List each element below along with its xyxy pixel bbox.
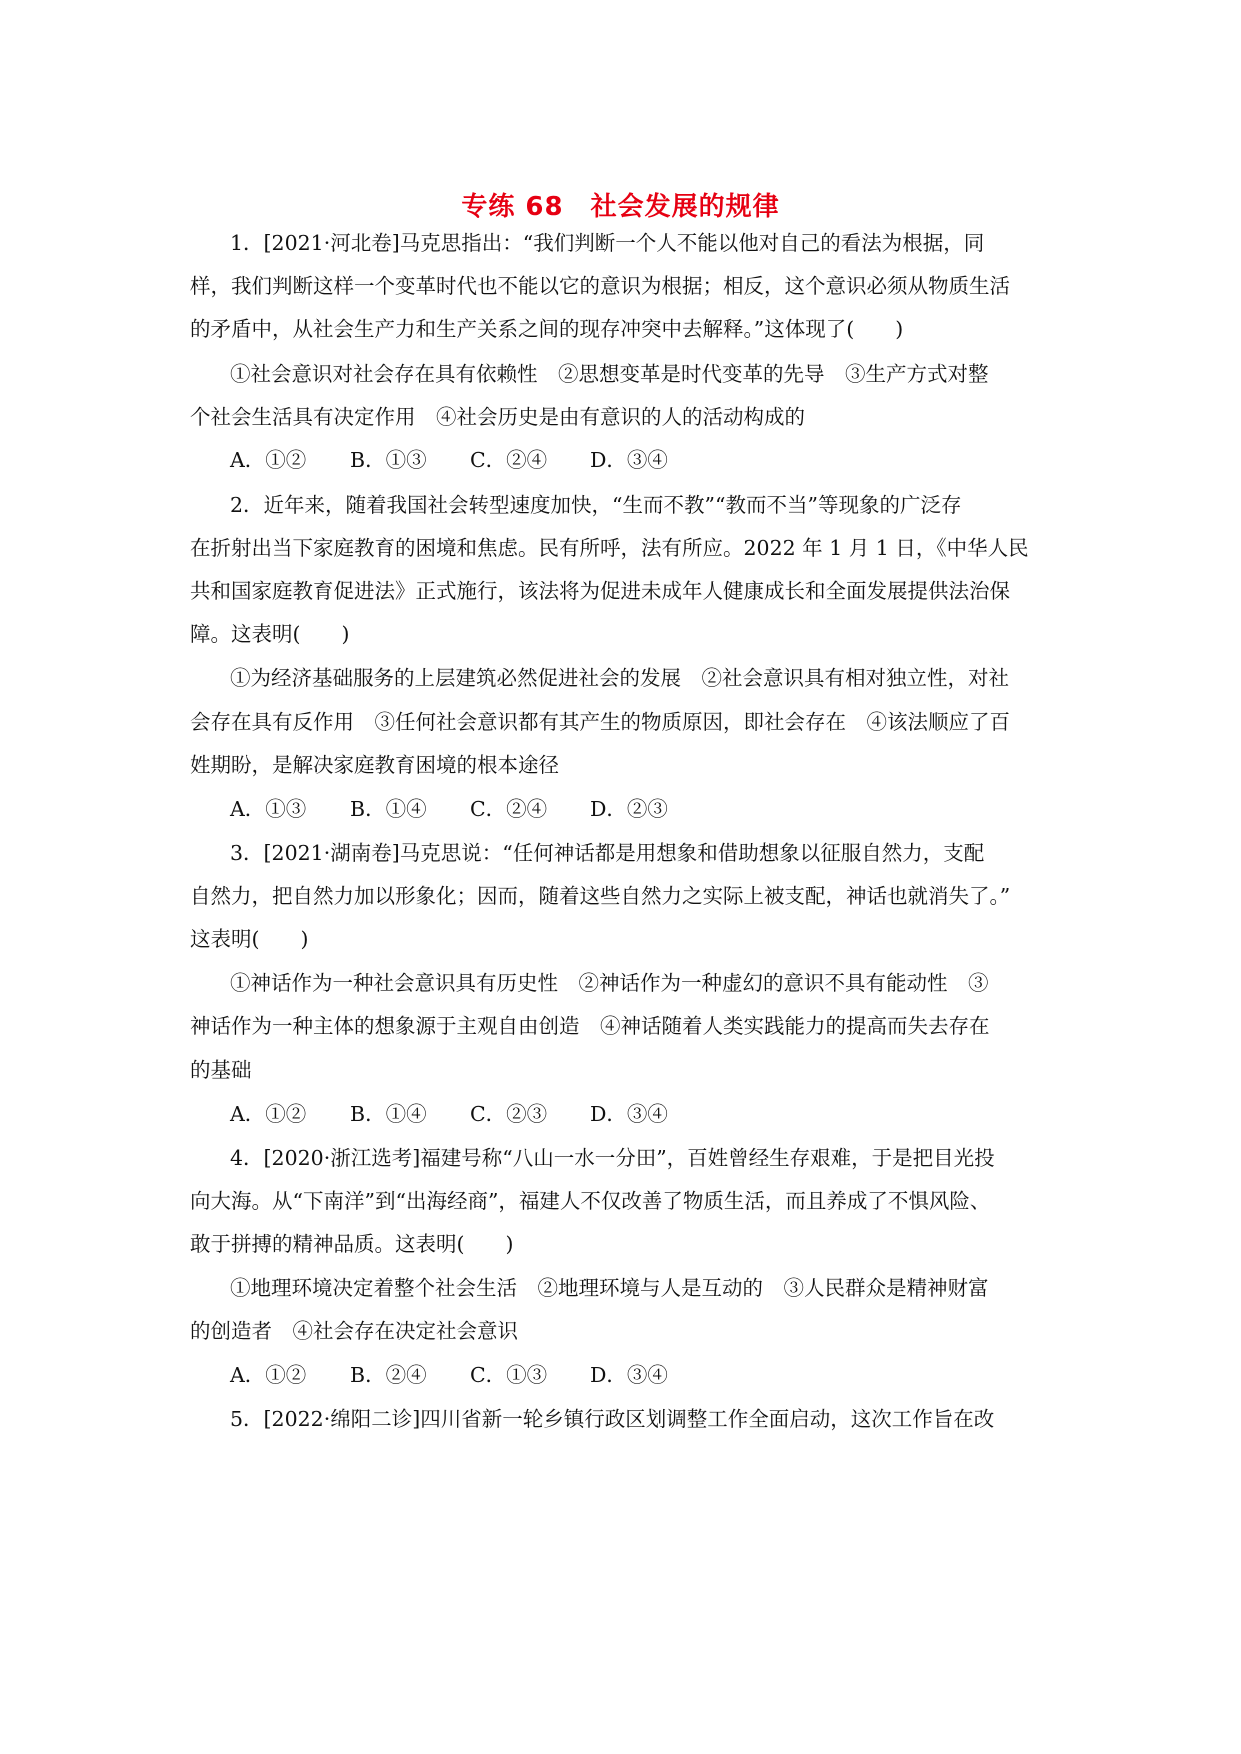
q4-statement-line-2: 的创造者 ④社会存在决定社会意识	[190, 1319, 518, 1343]
q4-option-c[interactable]: C．①③	[470, 1363, 548, 1387]
q1-option-c[interactable]: C．②④	[470, 448, 548, 472]
q3-stem-line-2: 自然力，把自然力加以形象化；因而，随着这些自然力之实际上被支配，神话也就消失了。”	[190, 884, 1011, 908]
q3-statement-line-3: 的基础	[190, 1058, 252, 1082]
q3-option-b[interactable]: B．①④	[350, 1102, 427, 1126]
q1-stem-line-3: 的矛盾中，从社会生产力和生产关系之间的现存冲突中去解释。”这体现了( )	[190, 317, 904, 341]
q3-stem-line-3: 这表明( )	[190, 927, 309, 951]
page-title: 专练 68 社会发展的规律	[461, 192, 780, 222]
q4-stem-line-2: 向大海。从“下南洋”到“出海经商”，福建人不仅改善了物质生活，而且养成了不惧风险、	[190, 1189, 991, 1213]
q2-statement-line-2: 会存在具有反作用 ③任何社会意识都有其产生的物质原因，即社会存在 ④该法顺应了百	[190, 710, 1010, 734]
q4-options	[230, 1361, 668, 1389]
q2-stem-line-1: 2．近年来，随着我国社会转型速度加快，“生而不教”“教而不当”等现象的广泛存	[230, 493, 962, 517]
q2-option-d[interactable]: D．②③	[590, 797, 668, 821]
q4-statement-line-1: ①地理环境决定着整个社会生活 ②地理环境与人是互动的 ③人民群众是精神财富	[230, 1276, 989, 1300]
q1-stem-line-1: 1．[2021·河北卷]马克思指出：“我们判断一个人不能以他对自己的看法为根据，同	[230, 231, 985, 255]
q2-statement-line-3: 姓期盼，是解决家庭教育困境的根本途径	[190, 753, 559, 777]
q3-option-c[interactable]: C．②③	[470, 1102, 548, 1126]
q4-option-a[interactable]: A．①②	[230, 1363, 307, 1387]
q1-option-b[interactable]: B．①③	[350, 448, 427, 472]
q2-stem-line-3: 共和国家庭教育促进法》正式施行，该法将为促进未成年人健康成长和全面发展提供法治保	[190, 579, 1010, 603]
q4-option-d[interactable]: D．③④	[590, 1363, 668, 1387]
q3-options	[230, 1100, 668, 1128]
q2-stem-line-2: 在折射出当下家庭教育的困境和焦虑。民有所呼，法有所应。2022 年 1 月 1 日，《中华人民	[190, 536, 1029, 560]
q2-option-c[interactable]: C．②④	[470, 797, 548, 821]
q3-stem-line-1: 3．[2021·湖南卷]马克思说：“任何神话都是用想象和借助想象以征服自然力，支配	[230, 841, 985, 865]
q5-stem-line-1: 5．[2022·绵阳二诊]四川省新一轮乡镇行政区划调整工作全面启动，这次工作旨在改	[230, 1407, 995, 1431]
q1-option-d[interactable]: D．③④	[590, 448, 668, 472]
q4-stem-line-3: 敢于拼搏的精神品质。这表明( )	[190, 1232, 514, 1256]
q3-statement-line-1: ①神话作为一种社会意识具有历史性 ②神话作为一种虚幻的意识不具有能动性 ③	[230, 971, 989, 995]
q3-option-a[interactable]: A．①②	[230, 1102, 307, 1126]
q1-options	[230, 446, 668, 474]
q2-option-b[interactable]: B．①④	[350, 797, 427, 821]
q2-statement-line-1: ①为经济基础服务的上层建筑必然促进社会的发展 ②社会意识具有相对独立性，对社	[230, 666, 1009, 690]
q2-options	[230, 795, 668, 823]
q1-option-a[interactable]: A．①②	[230, 448, 307, 472]
q3-statement-line-2: 神话作为一种主体的想象源于主观自由创造 ④神话随着人类实践能力的提高而失去存在	[190, 1014, 990, 1038]
q4-stem-line-1: 4．[2020·浙江选考]福建号称“八山一水一分田”，百姓曾经生存艰难，于是把目光投	[230, 1146, 995, 1170]
q1-statement-line-2: 个社会生活具有决定作用 ④社会历史是由有意识的人的活动构成的	[190, 405, 805, 429]
q2-option-a[interactable]: A．①③	[230, 797, 307, 821]
q3-option-d[interactable]: D．③④	[590, 1102, 668, 1126]
q1-statement-line-1: ①社会意识对社会存在具有依赖性 ②思想变革是时代变革的先导 ③生产方式对整	[230, 362, 989, 386]
q2-stem-line-4: 障。这表明( )	[190, 622, 350, 646]
q4-option-b[interactable]: B．②④	[350, 1363, 427, 1387]
q1-stem-line-2: 样，我们判断这样一个变革时代也不能以它的意识为根据；相反，这个意识必须从物质生活	[190, 274, 1010, 298]
